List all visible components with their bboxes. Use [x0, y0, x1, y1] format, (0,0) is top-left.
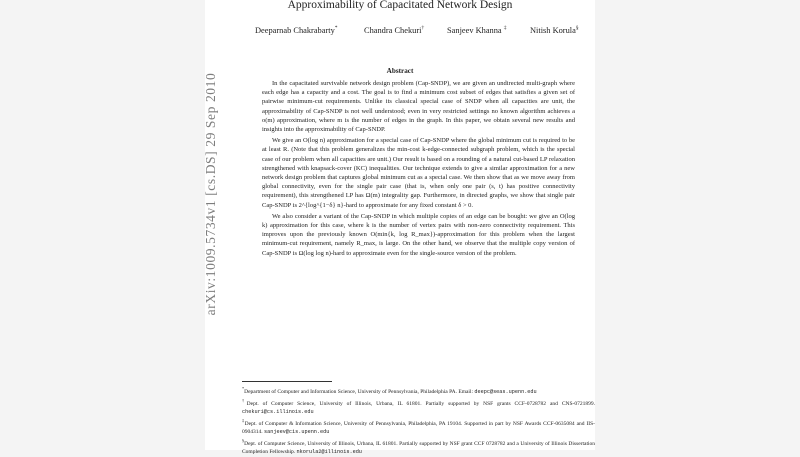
author-mark: ‡ — [503, 25, 507, 31]
arxiv-stamp — [197, 69, 225, 319]
footnote-text: Dept. of Computer Science, University of Illinois, Urbana, IL 61801. Partially supported by NSF grant CCF 0728782 and a University of Illinois Dissertation Completion Fellowship. — [242, 440, 595, 456]
footnote-mark: * — [242, 386, 245, 391]
abstract-paragraph: In the capacitated survivable network design problem (Cap-SNDP), we are given an undirected multi-graph where each edge has a capacity and a cost. The goal is to find a minimum cost subset of edges that satisfies a given set of pairwise minimum-cut requirements. Unlike its classical special case of SNDP when all capacities are unit, the approximability of Cap-SNDP is not well understood; even in very restricted settings no known algorithm achieves a o(m) approximation, where m is the number of edges in the graph. In this paper, we obtain several new results and insights into the approximability of Cap-SNDP. — [262, 80, 575, 134]
footnote-email: nkorula2@illinois.edu — [296, 449, 362, 456]
footnote-email: deepc@seas.upenn.edu — [474, 388, 537, 395]
footnote — [242, 417, 595, 437]
author-1 — [255, 25, 338, 35]
author-mark: † — [421, 25, 425, 31]
footnotes — [242, 385, 595, 457]
footnote-email: sanjeev@cis.upenn.edu — [264, 429, 330, 436]
footnote-mark: ‡ — [242, 417, 245, 423]
paper-title: Approximability of Capacitated Network Design — [287, 0, 513, 11]
arxiv-stamp-text: arXiv:1009.5734v1 [cs.DS] 29 Sep 2010 — [203, 72, 218, 316]
author-mark: * — [334, 25, 338, 31]
author-2 — [364, 25, 424, 35]
footnote-text: Dept. of Computer & Information Science, University of Pennsylvania, Philadelphia, PA 19104. Supported in part by NSF Awards CCF-0635084 and IIS-0904314. — [242, 420, 595, 436]
footnote-text: Dept. of Computer Science, University of Illinois, Urbana, IL 61801. Partially supported by NSF grants CCF-0728782 and CNS-0721899. — [246, 400, 595, 407]
footnote-rule — [242, 381, 332, 382]
footnote — [242, 385, 595, 396]
author-4 — [530, 25, 579, 35]
abstract-paragraph: We give an O(log n) approximation for a special case of Cap-SNDP where the global minimum cut is required to be at least R. (Note that this problem generalizes the min-cost k-edge-connected subgraph problem, which is the special case of our problem when all capacities are unit.) Our result is based on a rounding of a natural cut-based LP relaxation strengthened with knapsack-cover (KC) inequalities. Our technique extends to give a similar approximation for a new network design problem that captures global minimum cut as a special case. We then show that as we move away from global connectivity, even for the single pair case (that is, when only one pair (s, t) has positive connectivity requirement), this strengthened LP has Ω(m) integrality gap. Furthermore, in directed graphs, we show that single pair Cap-SNDP is 2^{log^{1−δ} n}-hard to approximate for any fixed constant δ > 0. — [262, 137, 575, 209]
author-mark: § — [575, 25, 579, 31]
abstract-heading: Abstract — [386, 67, 414, 75]
footnote — [242, 437, 595, 457]
author-name: Chandra Chekuri — [364, 25, 422, 35]
author-3 — [447, 25, 507, 35]
footnote-mark: † — [242, 397, 247, 403]
footnote-text: Department of Computer and Information Science, University of Pennsylvania, Philadelphia PA. Email: — [244, 388, 474, 395]
author-list — [240, 25, 595, 39]
author-name: Deeparnab Chakrabarty — [255, 25, 335, 35]
footnote-email: chekuri@cs.illinois.edu — [242, 408, 314, 415]
abstract-paragraph: We also consider a variant of the Cap-SNDP in which multiple copies of an edge can be bought: we give an O(log k) approximation for this case, where k is the number of vertex pairs with non-zero connectivity requirement. This improves upon the previously known O(min{k, log R_max})-approximation for this problem when the largest minimum-cut requirement, namely R_max, is large. On the other hand, we observe that the multiple copy version of Cap-SNDP is Ω(log log n)-hard to approximate even for the single-source version of the problem. — [262, 212, 575, 257]
author-name: Nitish Korula — [530, 25, 576, 35]
abstract-body — [262, 79, 575, 260]
footnote-mark: § — [242, 438, 245, 444]
author-name: Sanjeev Khanna — [447, 25, 502, 35]
footnote — [242, 397, 595, 417]
